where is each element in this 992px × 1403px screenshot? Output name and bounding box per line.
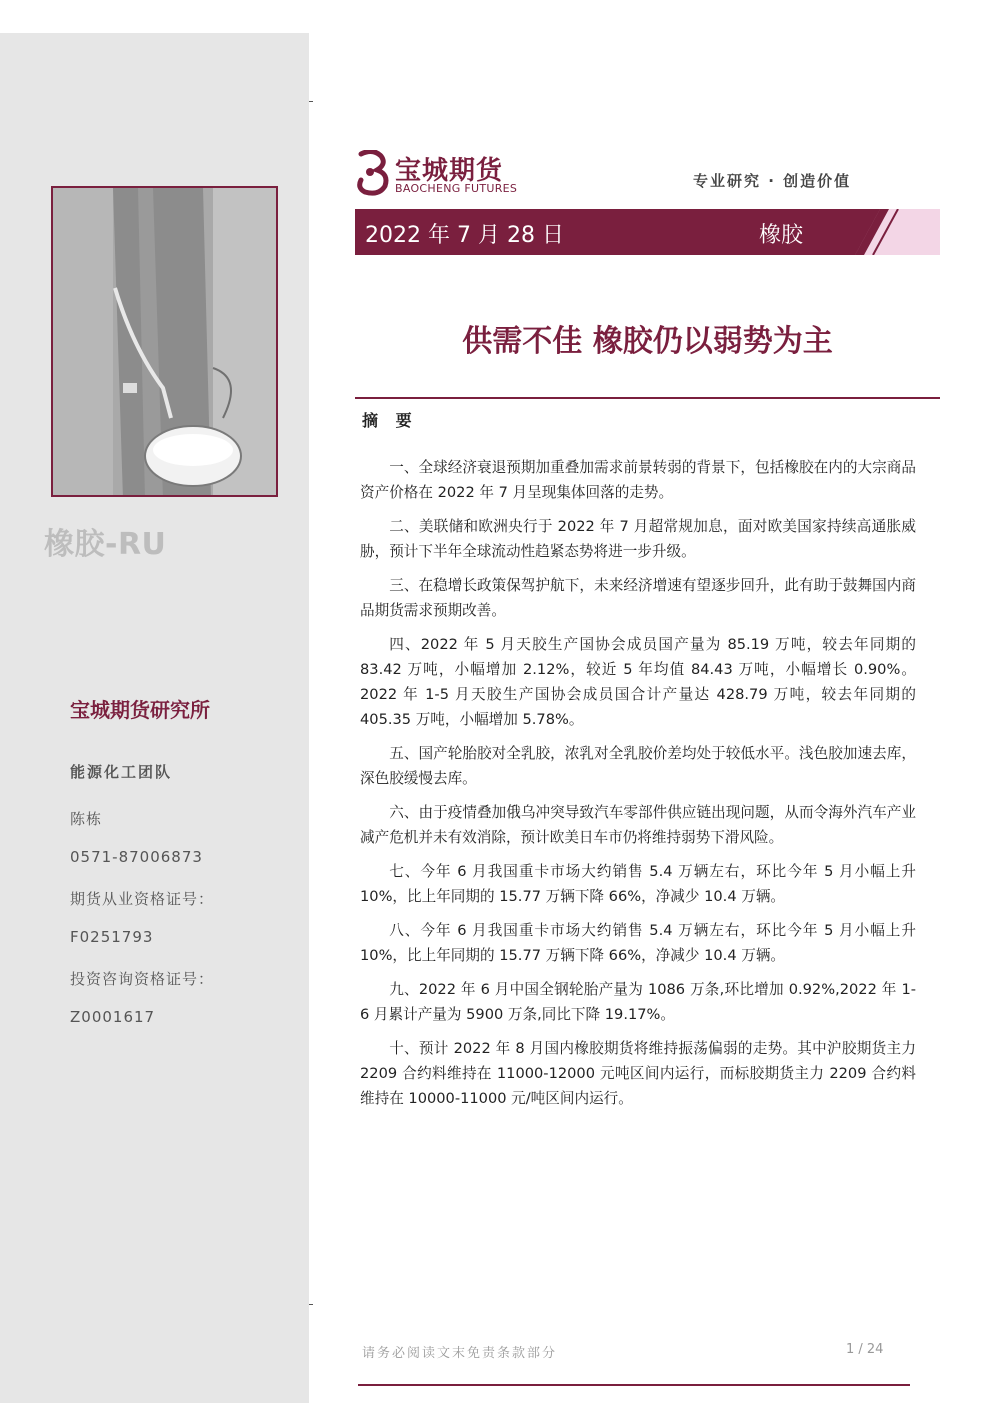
sidebar — [0, 33, 309, 1403]
analyst-phone: 0571-87006873 — [70, 848, 203, 866]
team-name: 能源化工团队 — [70, 763, 173, 781]
page-number: 1 / 24 — [846, 1342, 884, 1357]
summary-paragraph: 十、预计 2022 年 8 月国内橡胶期货将维持振荡偏弱的走势。其中沪胶期货主力 2209 合约料维持在 11000-12000 元吨区间内运行，而标胶期货主力 2209 合约料维持在 10000-11000 元/吨区间内运行。 — [360, 1040, 916, 1107]
report-title: 供需不佳 橡胶仍以弱势为主 — [462, 324, 833, 359]
summary-paragraph: 七、今年 6 月我国重卡市场大约销售 5.4 万辆左右，环比今年 5 月小幅上升 10%，比上年同期的 15.77 万辆下降 66%，净减少 10.4 万辆。 — [360, 863, 916, 905]
summary-paragraph: 九、2022 年 6 月中国全钢轮胎产量为 1086 万条,环比增加 0.92%,2022 年 1-6 月累计产量为 5900 万条,同比下降 19.17%。 — [360, 981, 916, 1023]
crop-mark — [309, 1304, 313, 1305]
summary-paragraph: 三、在稳增长政策保驾护航下，未来经济增速有望逐步回升，此有助于鼓舞国内商品期货需求预期改善。 — [360, 577, 916, 619]
analyst-name: 陈栋 — [70, 810, 103, 828]
report-category: 橡胶 — [759, 223, 804, 248]
summary-heading: 摘 要 — [362, 411, 418, 430]
summary-paragraph: 八、今年 6 月我国重卡市场大约销售 5.4 万辆左右，环比今年 5 月小幅上升 10%，比上年同期的 15.77 万辆下降 66%，净减少 10.4 万辆。 — [360, 922, 916, 964]
disclaimer-note: 请务必阅读文末免责条款部分 — [362, 1346, 558, 1361]
summary-paragraph: 四、2022 年 5 月天胶生产国协会成员国产量为 85.19 万吨，较去年同期的 83.42 万吨，小幅增加 2.12%，较近 5 年均值 84.43 万吨，小幅增长 0.90%。2022 年 1-5 月天胶生产国协会成员国合计产量达 428.79 万吨，较去年同期的 405.35 万吨，小幅增加 5.78%。 — [360, 636, 916, 728]
logo-chinese-text: 宝城期货 — [395, 156, 504, 186]
company-logo — [355, 150, 530, 198]
footer-divider — [358, 1384, 910, 1386]
logo-mark-icon — [355, 150, 391, 196]
summary-paragraph: 六、由于疫情叠加俄乌冲突导致汽车零部件供应链出现问题，从而令海外汽车产业减产危机并未有效消除，预计欧美日车市仍将维持弱势下滑风险。 — [360, 804, 916, 846]
summary-paragraph: 二、美联储和欧洲央行于 2022 年 7 月超常规加息，面对欧美国家持续高通胀威胁，预计下半年全球流动性趋紧态势将进一步升级。 — [360, 518, 916, 560]
invest-cert-label: 投资咨询资格证号： — [70, 970, 215, 988]
banner-slash-decoration — [855, 209, 940, 255]
logo-english-text: BAOCHENG FUTURES — [395, 182, 518, 195]
product-code: 橡胶-RU — [44, 527, 167, 562]
summary-paragraphs — [360, 455, 916, 1120]
slogan: 专业研究 · 创造价值 — [693, 172, 852, 190]
report-banner — [355, 209, 940, 255]
futures-cert-value: F0251793 — [70, 928, 154, 946]
title-divider — [355, 397, 940, 399]
cover-photo-rubber-tapping — [51, 186, 278, 497]
report-date: 2022 年 7 月 28 日 — [365, 223, 564, 248]
summary-paragraph: 一、全球经济衰退预期加重叠加需求前景转弱的背景下，包括橡胶在内的大宗商品资产价格在 2022 年 7 月呈现集体回落的走势。 — [360, 459, 916, 501]
crop-mark — [309, 101, 313, 102]
invest-cert-value: Z0001617 — [70, 1008, 156, 1026]
research-institute-name: 宝城期货研究所 — [70, 698, 210, 722]
summary-paragraph: 五、国产轮胎胶对全乳胶，浓乳对全乳胶价差均处于较低水平。浅色胶加速去库，深色胶缓慢去库。 — [360, 745, 916, 787]
futures-cert-label: 期货从业资格证号： — [70, 890, 215, 908]
